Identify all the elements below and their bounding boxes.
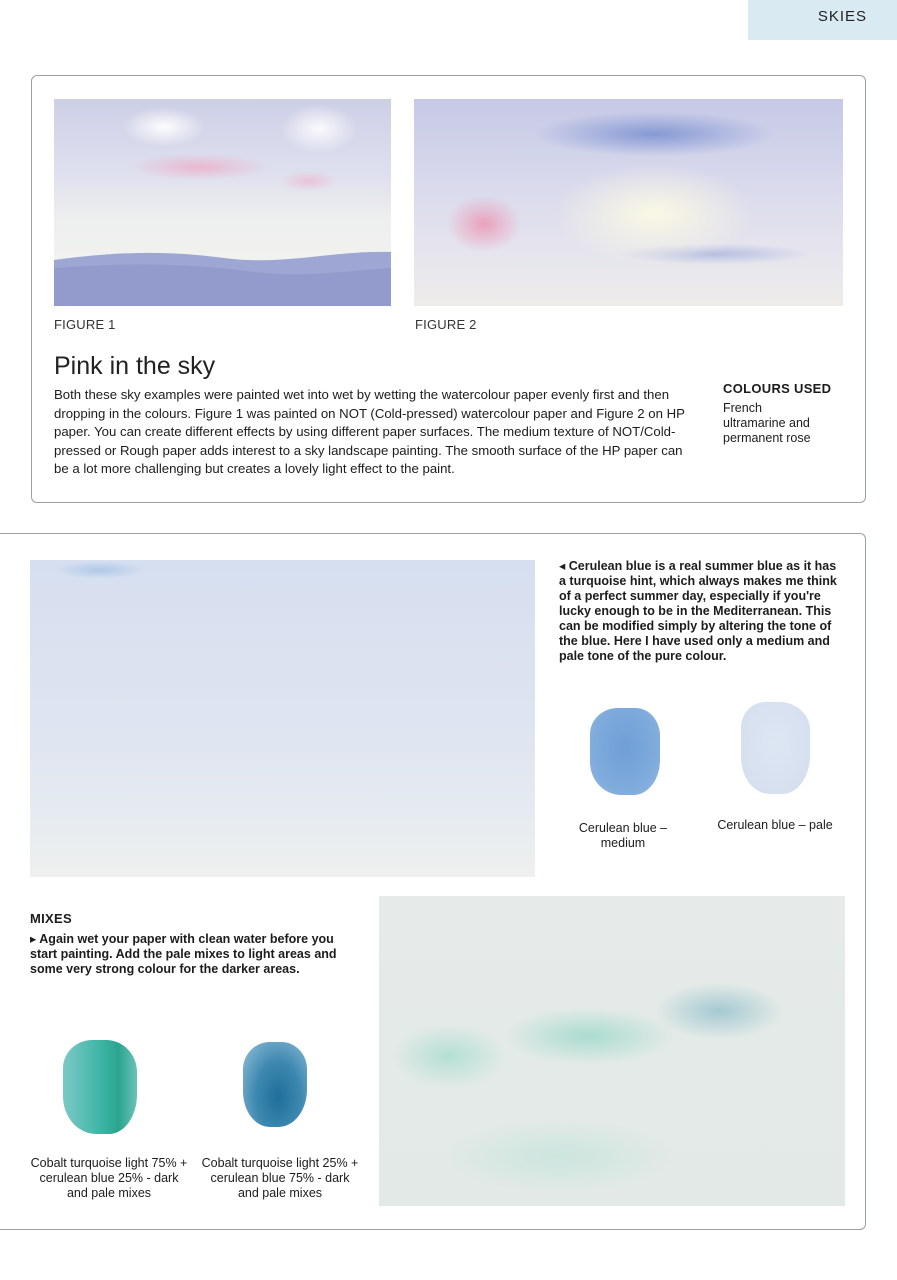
- mix-2-swatch: [243, 1042, 307, 1127]
- mix-1-label: Cobalt turquoise light 75% + cerulean blue 25% - dark and pale mixes: [30, 1156, 188, 1200]
- mixes-note: ▸ Again wet your paper with clean water before you start painting. Add the pale mixes to light areas and some very strong colour for the darker areas.: [30, 932, 337, 976]
- section-tab: [748, 0, 897, 40]
- section-tab-label: SKIES: [817, 8, 867, 25]
- cerulean-medium-swatch: [590, 708, 660, 795]
- section-heading: Pink in the sky: [54, 352, 216, 380]
- mix-2-label: Cobalt turquoise light 25% + cerulean blue 75% - dark and pale mixes: [201, 1156, 359, 1200]
- cerulean-note: ◂ Cerulean blue is a real summer blue as it has a turquoise hint, which always makes me think of a perfect summer day, especially if you're lucky enough to be in the Mediterranean. This can be modified simply by altering the tone of the blue. Here I have used only a medium and pale tone of the pure colour.: [559, 559, 837, 663]
- colours-used-box: [723, 381, 853, 446]
- figure-1-caption: FIGURE 1: [54, 317, 116, 332]
- mix-1-swatch: [63, 1040, 137, 1134]
- colours-used-heading: COLOURS USED: [723, 381, 832, 396]
- colours-used-list: French ultramarine and permanent rose: [723, 401, 811, 445]
- cerulean-pale-label: Cerulean blue – pale: [717, 818, 833, 832]
- cerulean-pale-swatch: [741, 702, 810, 794]
- figure-1-hills: [54, 246, 391, 306]
- cerulean-sky-painting: [30, 560, 535, 877]
- section-body-text: Both these sky examples were painted wet into wet by wetting the watercolour paper evenly first and then dropping in the colours. Figure 1 was painted on NOT (Cold-pressed) watercolour paper and Figure 2 on HP paper. You can create different effects by using different paper surfaces. The medium texture of NOT/Cold-pressed or Rough paper adds interest to a sky landscape painting. The smooth surface of the HP paper can be a lot more challenging but creates a lovely light effect to the paint.: [54, 387, 685, 476]
- figure-2-caption: FIGURE 2: [415, 317, 477, 332]
- turquoise-sky-painting: [379, 896, 845, 1206]
- figure-1-painting: [54, 99, 391, 306]
- figure-2-painting: [414, 99, 843, 306]
- cerulean-medium-label: Cerulean blue – medium: [578, 821, 668, 850]
- mixes-heading: MIXES: [30, 911, 72, 926]
